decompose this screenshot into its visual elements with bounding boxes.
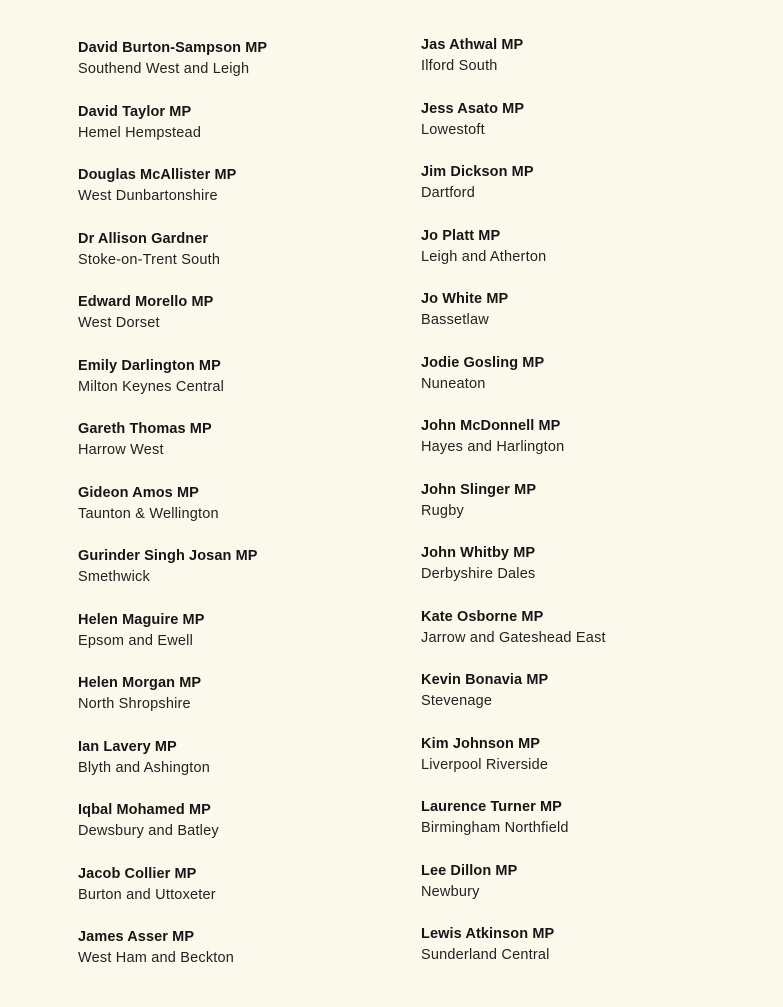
mp-constituency: Stevenage — [421, 693, 493, 709]
mp-constituency: Harrow West — [78, 442, 164, 458]
mp-name: Iqbal Mohamed MP — [78, 802, 211, 818]
mp-name: Jo Platt MP — [421, 227, 501, 244]
mp-name: John Slinger MP — [421, 481, 537, 498]
mp-name: Gideon Amos MP — [78, 484, 199, 501]
mp-entry — [421, 354, 544, 393]
mp-constituency: Leigh and Atherton — [421, 248, 547, 265]
mp-entry — [421, 925, 554, 964]
mp-name: Jodie Gosling MP — [421, 354, 545, 371]
mp-entry — [421, 417, 564, 456]
mp-entry — [421, 671, 548, 710]
mp-name: Kim Johnson MP — [421, 735, 541, 752]
mp-constituency: Sunderland Central — [421, 947, 550, 963]
mp-name: Jacob Collier MP — [78, 865, 197, 882]
mp-entry — [421, 798, 569, 837]
mp-name: David Taylor MP — [78, 103, 192, 120]
mp-entry — [421, 290, 508, 329]
mp-constituency: Rugby — [421, 502, 464, 519]
mp-constituency: Taunton & Wellington — [78, 505, 219, 522]
mp-entry — [78, 928, 234, 967]
mp-name: Jess Asato MP — [421, 100, 525, 117]
mp-entry — [78, 357, 224, 396]
mp-entry — [421, 36, 523, 75]
mp-constituency: West Ham and Beckton — [78, 950, 235, 966]
mp-entry — [78, 674, 201, 713]
mp-constituency: Jarrow and Gateshead East — [421, 629, 606, 646]
mp-constituency: Stoke-on-Trent South — [78, 251, 221, 268]
mp-constituency: Blyth and Ashington — [78, 759, 210, 776]
mp-entry — [78, 420, 212, 459]
mp-name: Lewis Atkinson MP — [421, 926, 555, 942]
mp-constituency: Newbury — [421, 883, 480, 900]
mp-constituency: Hayes and Harlington — [421, 439, 565, 455]
mp-entry — [78, 230, 220, 269]
mp-entry — [78, 39, 267, 78]
mp-name: Dr Allison Gardner — [78, 230, 209, 247]
mp-entry — [421, 735, 548, 774]
mp-constituency: Bassetlaw — [421, 312, 489, 328]
mp-name: Emily Darlington MP — [78, 357, 221, 374]
mp-constituency: Smethwick — [78, 569, 150, 585]
mp-name: David Burton-Sampson MP — [78, 40, 268, 56]
mp-entry — [78, 293, 213, 332]
mp-constituency: Epsom and Ewell — [78, 632, 194, 649]
mp-entry — [78, 484, 219, 523]
mp-entry — [421, 608, 606, 647]
mp-constituency: Southend West and Leigh — [78, 61, 250, 77]
mp-entry — [78, 738, 210, 777]
mp-name: John Whitby MP — [421, 545, 536, 561]
mp-constituency: Liverpool Riverside — [421, 756, 549, 773]
mp-constituency: Nuneaton — [421, 375, 486, 392]
mp-constituency: West Dorset — [78, 315, 160, 331]
mp-name: Gareth Thomas MP — [78, 421, 212, 437]
mp-name: Jim Dickson MP — [421, 164, 534, 180]
mp-name: Kate Osborne MP — [421, 608, 544, 625]
mp-constituency: North Shropshire — [78, 696, 191, 712]
mp-name: Lee Dillon MP — [421, 862, 518, 879]
mp-name: Helen Morgan MP — [78, 675, 202, 691]
mp-constituency: Dewsbury and Batley — [78, 823, 219, 839]
mp-entry — [421, 100, 524, 139]
mp-name: Douglas McAllister MP — [78, 167, 237, 183]
mp-constituency: Birmingham Northfield — [421, 820, 569, 836]
mp-name: Jo White MP — [421, 291, 509, 307]
mp-constituency: Ilford South — [421, 58, 498, 74]
mp-entry — [78, 547, 258, 586]
mp-constituency: Derbyshire Dales — [421, 566, 536, 582]
mp-name: Laurence Turner MP — [421, 799, 562, 815]
mp-name: Edward Morello MP — [78, 294, 214, 310]
mp-name: Gurinder Singh Josan MP — [78, 548, 258, 564]
mp-name: Kevin Bonavia MP — [421, 672, 549, 688]
mp-entry — [421, 544, 535, 583]
mp-constituency: Lowestoft — [421, 121, 485, 138]
mp-entry — [78, 103, 201, 142]
mp-constituency: Milton Keynes Central — [78, 378, 225, 395]
mp-entry — [421, 163, 534, 202]
mp-entry — [421, 862, 517, 901]
mp-entry — [78, 865, 216, 904]
mp-constituency: Dartford — [421, 185, 475, 201]
mp-entry — [78, 801, 219, 840]
mp-constituency: Burton and Uttoxeter — [78, 886, 216, 903]
mp-name: James Asser MP — [78, 929, 195, 945]
mp-entry — [421, 227, 546, 266]
mp-name: Ian Lavery MP — [78, 738, 177, 755]
mp-name: Helen Maguire MP — [78, 611, 205, 628]
mp-entry — [78, 611, 205, 650]
mp-name: John McDonnell MP — [421, 418, 561, 434]
mp-constituency: Hemel Hempstead — [78, 124, 202, 141]
mp-entry — [78, 166, 236, 205]
mp-entry — [421, 481, 536, 520]
mp-constituency: West Dunbartonshire — [78, 188, 218, 204]
mp-name: Jas Athwal MP — [421, 37, 524, 53]
